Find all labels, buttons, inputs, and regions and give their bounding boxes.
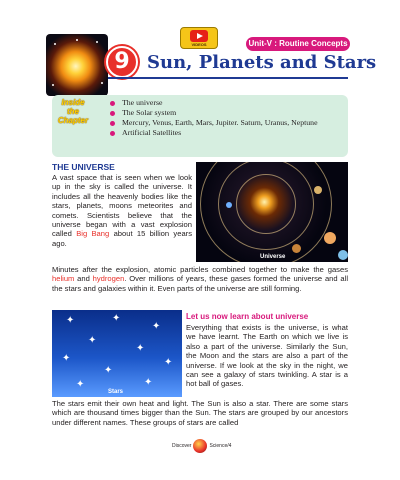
chapter-number-badge: 9: [106, 46, 138, 78]
stars-image-caption: Stars: [108, 389, 124, 395]
stars-paragraph: The stars emit their own heat and light. The Sun is also a star. There are some stars which are thousand times bigger than the Sun. The stars are grouped by our ancestors under different names. These groups of stars are called: [52, 399, 348, 427]
play-icon: [190, 30, 208, 42]
helium-highlight: helium: [52, 274, 75, 284]
chapter-hero-image: [46, 34, 108, 96]
footer-right: Science/4: [209, 443, 232, 449]
video-icon[interactable]: [180, 27, 218, 49]
stars-image: ✦ ✦ ✦ ✦ ✦ ✦ ✦ ✦ ✦ ✦ Stars: [52, 310, 182, 397]
hydrogen-highlight: hydrogen: [92, 274, 125, 284]
universe-text-and: and: [74, 274, 93, 284]
universe-paragraph: [52, 173, 192, 248]
footer-left: Discover: [172, 443, 192, 449]
learn-paragraph: Everything that exists is the universe, is what we have learnt. The Earth on which we live is also a part of the universe. Similarly the Sun, the Moon and the stars are also a part of the universe. If we look at the sky in the night, we can see a galaxy of stars twinkling. A star is a hot ball of gases.: [186, 323, 348, 389]
universe-text-d: . Over millions of years, these gases formed the universe and all the stars and galaxies within it. Even parts of the universe are still forming.: [52, 274, 349, 293]
list-item: Mercury, Venus, Earth, Mars, Jupiter. Saturn, Uranus, Neptune: [112, 118, 344, 128]
universe-image-caption: Universe: [260, 254, 286, 260]
inside-chapter-tag: Inside the Chapter: [57, 98, 89, 125]
section-heading-learn: Let us now learn about universe: [186, 312, 309, 321]
title-underline: [108, 77, 348, 79]
list-item: The universe: [112, 98, 344, 108]
inside-chapter-list: [112, 98, 344, 138]
unit-label: Unit-V : Routine Concepts: [246, 37, 350, 51]
universe-paragraph-2: [52, 265, 348, 293]
universe-text-c: Minutes after the explosion, atomic particles combined together to make the gases: [52, 265, 348, 274]
page-footer: [172, 439, 231, 453]
list-item: The Solar system: [112, 108, 344, 118]
chapter-title: Sun, Planets and Stars: [147, 52, 377, 73]
big-bang-highlight: Big Bang: [76, 229, 110, 239]
globe-icon: [193, 439, 207, 453]
universe-text-a: A vast space that is seen when we look up in the sky is called the universe. It includes all the heavenly bodies like the stars, planets, moons meteorites and comets. Scientists believe that the universe began with a vast explosion called: [52, 173, 192, 239]
section-heading-universe: THE UNIVERSE: [52, 162, 115, 172]
list-item: Artificial Satellites: [112, 128, 344, 138]
universe-image: [196, 162, 348, 262]
video-caption: VIDEOS: [191, 42, 207, 47]
universe-text-b: about 15 billion years ago.: [52, 229, 192, 248]
